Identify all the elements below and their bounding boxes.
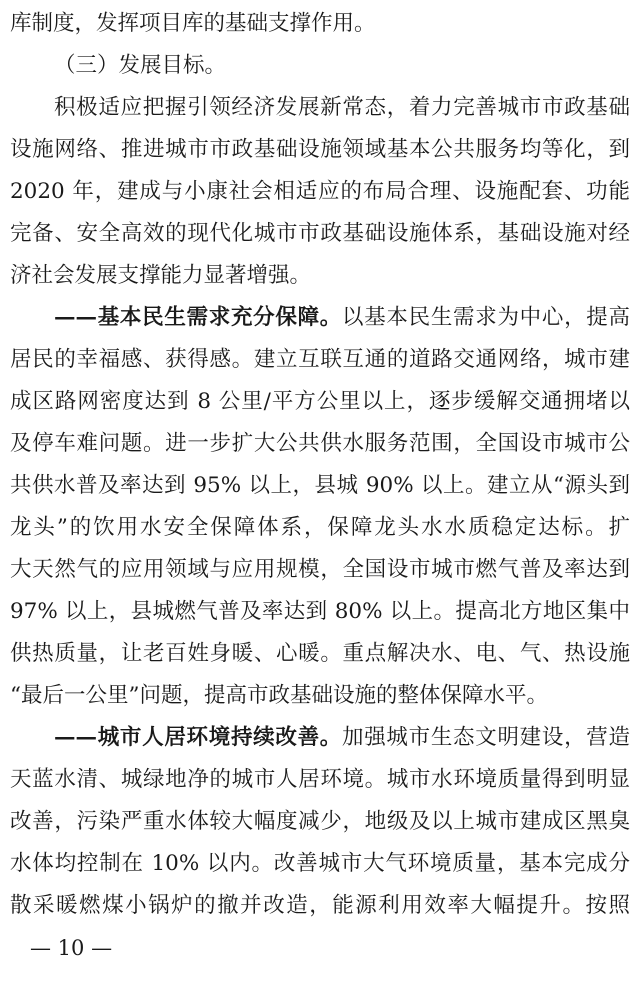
- text-line: 成区路网密度达到 8 公里/平方公里以上，逐步缓解交通拥堵以: [10, 389, 630, 414]
- bold-lead: ——基本民生需求充分保障。: [54, 305, 342, 330]
- text-line: 及停车难问题。进一步扩大公共供水服务范围，全国设市城市公: [10, 431, 630, 456]
- text-line: 改善，污染严重水体较大幅度减少，地级及以上城市建成区黑臭: [10, 809, 630, 834]
- text-line: 居民的幸福感、获得感。建立互联互通的道路交通网络，城市建: [10, 347, 630, 372]
- page-number: — 10 —: [30, 936, 113, 960]
- text-line: “最后一公里”问题，提高市政基础设施的整体保障水平。: [10, 683, 548, 708]
- text-line: 济社会发展支撑能力显著增强。: [10, 263, 312, 288]
- text-line: 97% 以上，县城燃气普及率达到 80% 以上。提高北方地区集中: [10, 599, 630, 624]
- text-line: 龙头”的饮用水安全保障体系，保障龙头水水质稳定达标。扩: [10, 515, 630, 540]
- text-line: 散采暖燃煤小锅炉的撤并改造，能源利用效率大幅提升。按照: [10, 893, 630, 918]
- text-line: 积极适应把握引领经济发展新常态，着力完善城市市政基础: [54, 95, 630, 120]
- text-line: 天蓝水清、城绿地净的城市人居环境。城市水环境质量得到明显: [10, 767, 630, 792]
- bold-lead: ——城市人居环境持续改善。: [54, 725, 342, 750]
- text-line: 大天然气的应用领域与应用规模，全国设市城市燃气普及率达到: [10, 557, 630, 582]
- text-line: 完备、安全高效的现代化城市市政基础设施体系，基础设施对经: [10, 221, 630, 246]
- text-line: ——基本民生需求充分保障。以基本民生需求为中心，提高: [54, 305, 630, 330]
- text-line: 供热质量，让老百姓身暖、心暖。重点解决水、电、气、热设施: [10, 641, 630, 666]
- text-line: 共供水普及率达到 95% 以上，县城 90% 以上。建立从“源头到: [10, 473, 630, 498]
- text-line: 库制度，发挥项目库的基础支撑作用。: [10, 11, 376, 36]
- section-heading: （三）发展目标。: [54, 53, 227, 78]
- text-line: ——城市人居环境持续改善。加强城市生态文明建设，营造: [54, 725, 630, 750]
- text-line: 2020 年，建成与小康社会相适应的布局合理、设施配套、功能: [10, 179, 630, 204]
- text-line: 水体均控制在 10% 以内。改善城市大气环境质量，基本完成分: [10, 851, 630, 876]
- text-line: 设施网络、推进城市市政基础设施领域基本公共服务均等化，到: [10, 137, 630, 162]
